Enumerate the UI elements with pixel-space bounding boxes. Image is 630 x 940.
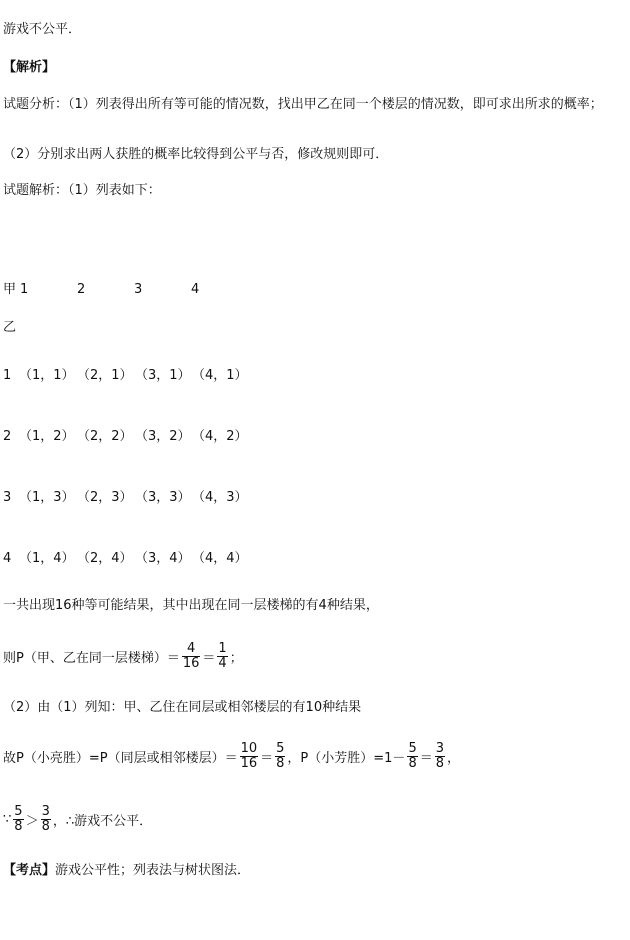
analysis-header: 【解析】 [3, 60, 56, 75]
analysis-paragraph-2: （2）分别求出两人获胜的概率比较得到公平与否，修改规则即可． [3, 147, 389, 162]
fraction: $\frac{3}{8}$ [435, 740, 445, 771]
table-cell: （3，4） [135, 551, 191, 566]
kaodian-text: 游戏公平性；列表法与树状图法． [55, 863, 251, 878]
table-cell: （1，1） [19, 368, 75, 383]
table-col-header-3: 3 [134, 282, 143, 297]
table-cell: （4，2） [192, 429, 248, 444]
table-col-header-2: 2 [77, 282, 86, 297]
table-col-header-1: 1 [20, 282, 29, 297]
table-row-label: 3 [3, 490, 12, 505]
table-corner-jia: 甲 [3, 282, 17, 297]
table-cell: （4，4） [192, 551, 248, 566]
part2-line: （2）由（1）列知：甲、乙住在同层或相邻楼层的有10种结果 [3, 700, 362, 715]
fraction: $\frac{5}{8}$ [14, 803, 23, 834]
because-symbol: ∵ [3, 811, 12, 827]
fraction: $\frac{5}{8}$ [408, 740, 417, 771]
fraction: $\frac{4}{16}$ [182, 640, 200, 671]
table-cell: （2，3） [77, 490, 133, 505]
table-row-label: 4 [3, 551, 12, 566]
analysis-paragraph-1: 试题分析：（1）列表得出所有等可能的情况数，找出甲乙在同一个楼层的情况数，即可求出所求的概率； [3, 97, 603, 112]
table-row-label: 2 [3, 429, 12, 444]
table-col-header-4: 4 [191, 282, 200, 297]
table-cell: （3，2） [135, 429, 191, 444]
fraction: $\frac{3}{8}$ [41, 803, 50, 834]
table-cell: （2，4） [77, 551, 133, 566]
fraction: $\frac{1}{4}$ [218, 640, 227, 671]
prob2-prefix: 故P（小亮胜）=P（同层或相邻楼层）＝ [3, 750, 238, 766]
fraction: $\frac{5}{8}$ [276, 740, 285, 771]
table-cell: （4，1） [192, 368, 248, 383]
solution-intro: 试题解析：（1）列表如下： [3, 183, 161, 198]
comparison-line: ∵ $\frac{5}{8}$ ＞ $\frac{3}{8}$ ，∴游戏不公平． [3, 803, 153, 834]
table-row-label: 1 [3, 368, 12, 383]
probability-same-floor: 则P（甲、乙在同一层楼梯）＝ $\frac{4}{16}$ ＝ $\frac{1}{4}$ ； [3, 640, 243, 671]
table-cell: （1，3） [19, 490, 75, 505]
table-corner-yi: 乙 [3, 320, 17, 335]
table-cell: （3，3） [135, 490, 191, 505]
table-cell: （1，4） [19, 551, 75, 566]
prob1-prefix: 则P（甲、乙在同一层楼梯）＝ [3, 650, 180, 666]
kaodian-line [3, 863, 250, 878]
comparison-conclusion: ，∴游戏不公平． [52, 813, 153, 829]
probability-win: 故P（小亮胜）=P（同层或相邻楼层）＝ $\frac{10}{16}$ ＝ $\frac{5}{8}$ ，P（小芳胜）=1－ $\frac{5}{8}$ ＝ $\frac{3}{8}$ ， [3, 740, 461, 771]
result-line: 一共出现16种等可能结果，其中出现在同一层楼梯的有4种结果， [3, 598, 379, 613]
table-cell: （2，2） [77, 429, 133, 444]
table-cell: （2，1） [77, 368, 133, 383]
conclusion-top: 游戏不公平． [3, 22, 82, 37]
prob2-mid: ，P（小芳胜）=1－ [287, 750, 406, 766]
table-cell: （1，2） [19, 429, 75, 444]
table-cell: （4，3） [192, 490, 248, 505]
fraction: $\frac{10}{16}$ [240, 740, 258, 771]
table-cell: （3，1） [135, 368, 191, 383]
kaodian-label: 【考点】 [3, 863, 56, 878]
